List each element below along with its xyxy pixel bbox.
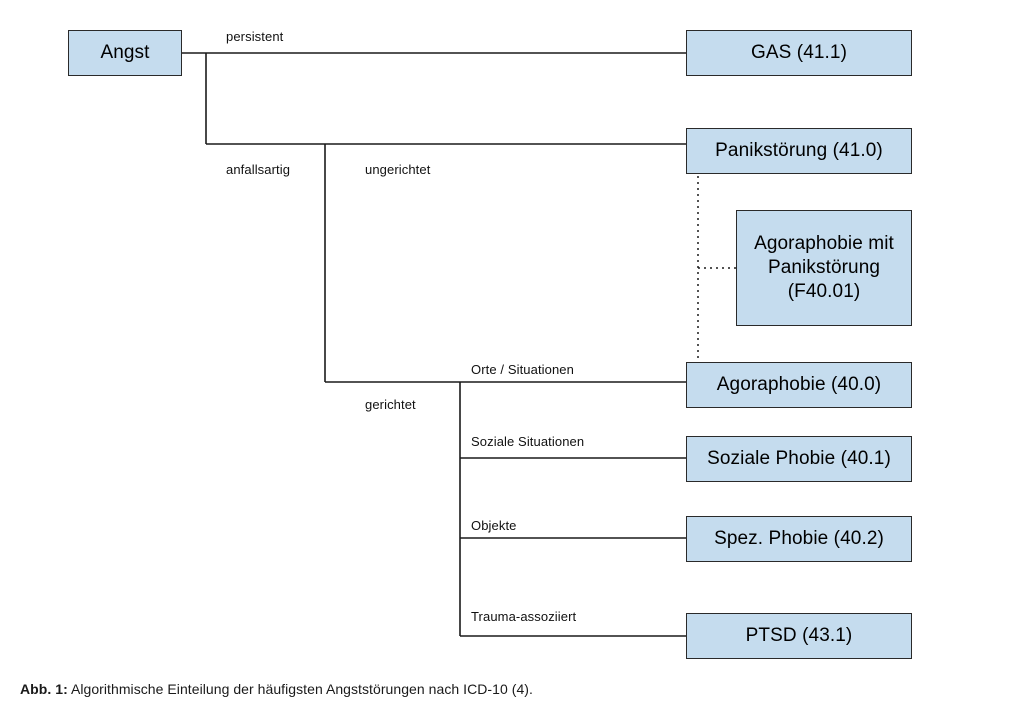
node-agoraphobie-label: Agoraphobie (40.0) bbox=[716, 373, 882, 395]
node-panikstoerung[interactable] bbox=[686, 128, 912, 174]
node-agoraphobie-mit-panikstoerung[interactable] bbox=[736, 210, 912, 326]
node-agoraphobie-mit-panikstoerung-line1: Agoraphobie mit bbox=[754, 232, 894, 254]
edge-label-soziale-situationen: Soziale Situationen bbox=[471, 434, 585, 449]
edge-label-gerichtet: gerichtet bbox=[365, 397, 416, 412]
caption-text: Algorithmische Einteilung der häufigsten Angststörungen nach ICD-10 (4). bbox=[67, 680, 533, 697]
node-agoraphobie[interactable] bbox=[686, 362, 912, 408]
caption-prefix: Abb. 1: bbox=[20, 680, 68, 697]
node-spez-phobie[interactable] bbox=[686, 516, 912, 562]
node-ptsd[interactable] bbox=[686, 613, 912, 659]
node-agoraphobie-mit-panikstoerung-line2: Panikstörung bbox=[767, 256, 881, 278]
node-spez-phobie-label: Spez. Phobie (40.2) bbox=[714, 527, 884, 549]
node-soziale-phobie[interactable] bbox=[686, 436, 912, 482]
node-angst[interactable] bbox=[68, 30, 182, 76]
edge-label-objekte: Objekte bbox=[471, 518, 517, 533]
node-gas[interactable] bbox=[686, 30, 912, 76]
edge-label-persistent: persistent bbox=[226, 29, 284, 44]
edge-label-trauma-assoziiert: Trauma-assoziiert bbox=[471, 609, 577, 624]
edge-label-orte-situationen: Orte / Situationen bbox=[471, 362, 574, 377]
node-ptsd-label: PTSD (43.1) bbox=[745, 624, 853, 646]
node-gas-label: GAS (41.1) bbox=[750, 41, 848, 63]
edge-label-anfallsartig: anfallsartig bbox=[226, 162, 291, 177]
node-soziale-phobie-label: Soziale Phobie (40.1) bbox=[707, 447, 891, 469]
node-agoraphobie-mit-panikstoerung-line3: (F40.01) bbox=[787, 281, 861, 303]
node-angst-label: Angst bbox=[100, 41, 150, 63]
edge-label-ungerichtet: ungerichtet bbox=[365, 162, 431, 177]
figure-caption bbox=[0, 666, 1024, 711]
node-panikstoerung-label: Panikstörung (41.0) bbox=[715, 139, 883, 161]
